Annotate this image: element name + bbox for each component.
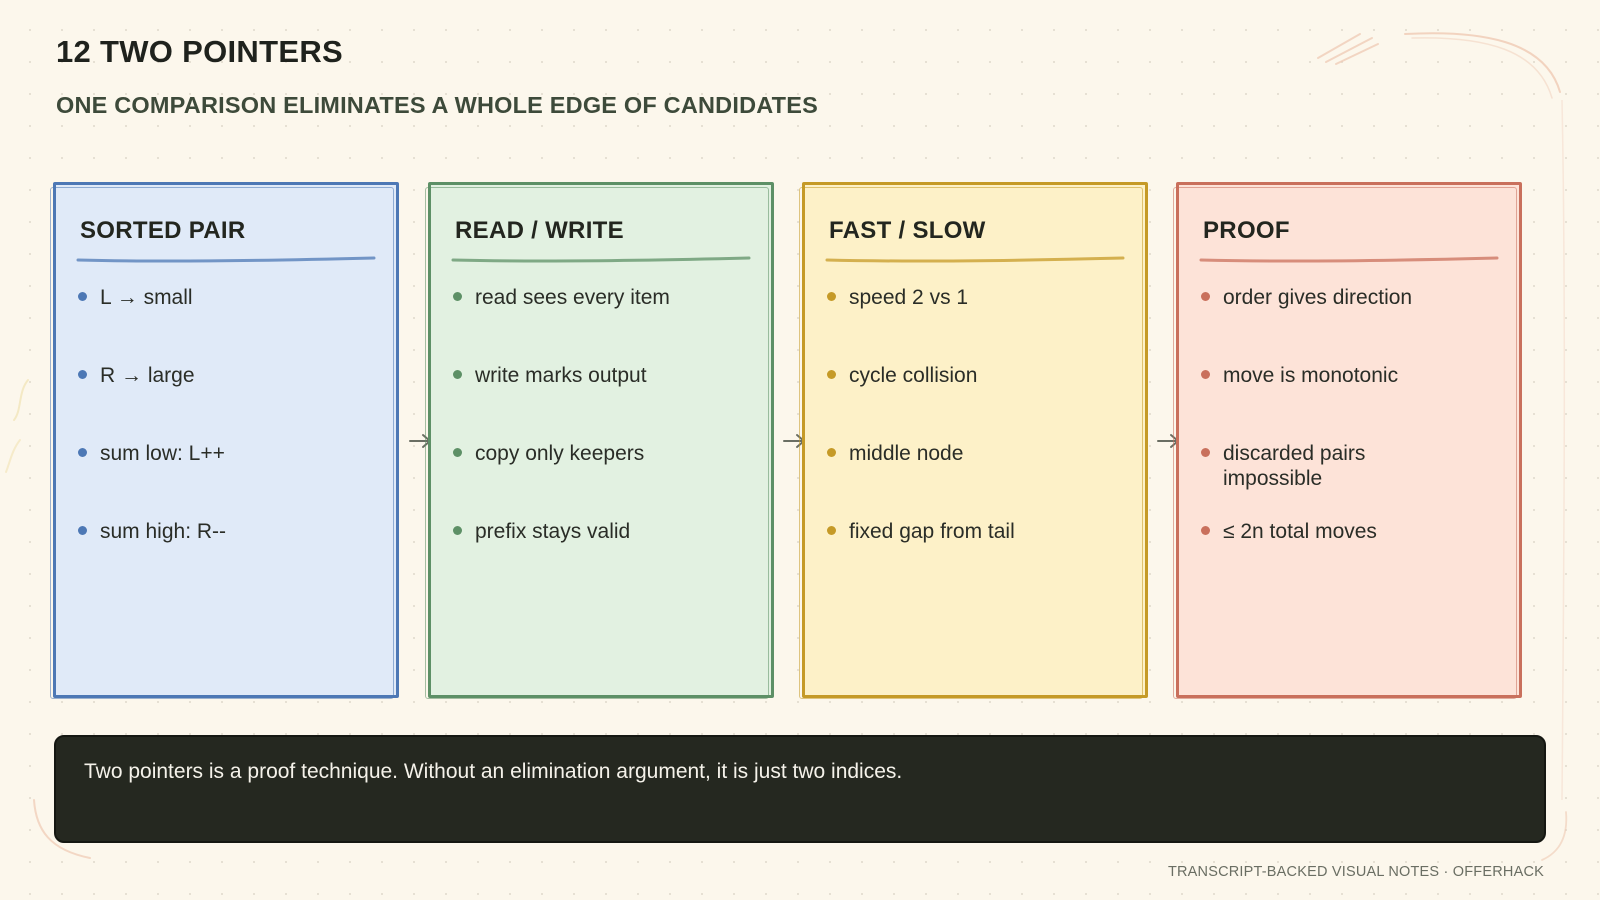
bullet-dot-icon (1201, 448, 1210, 457)
list-item (78, 519, 368, 544)
card-sorted-pair (53, 182, 399, 698)
card-title: FAST / SLOW (829, 217, 986, 244)
bullet-text: sum high: R-- (100, 520, 227, 543)
callout-text: Two pointers is a proof technique. Without an elimination argument, it is just two indices. (84, 760, 903, 783)
bullet-dot-icon (827, 526, 836, 535)
takeaway-callout (54, 735, 1546, 843)
bullet-dot-icon (1201, 292, 1210, 301)
list-item (827, 519, 1117, 544)
list-item (78, 363, 368, 388)
bullet-dot-icon (827, 370, 836, 379)
bullet-text: prefix stays valid (475, 520, 631, 543)
page-title: 12 TWO POINTERS (56, 34, 343, 69)
bullet-text: middle node (849, 442, 964, 465)
bullet-dot-icon (1201, 370, 1210, 379)
bullet-text: ≤ 2n total moves (1223, 520, 1377, 543)
bullet-text: speed 2 vs 1 (849, 286, 969, 309)
bullet-text: read sees every item (475, 286, 670, 309)
list-item (78, 441, 368, 466)
list-item (1201, 441, 1491, 491)
list-item (1201, 363, 1491, 388)
bullet-text: discarded pairs impossible (1223, 442, 1366, 490)
list-item (453, 363, 743, 388)
title-underline (825, 255, 1125, 265)
page-subtitle: ONE COMPARISON ELIMINATES A WHOLE EDGE OF CANDIDATES (56, 92, 818, 118)
title-underline (76, 255, 376, 265)
card-proof (1176, 182, 1522, 698)
bullet-text: move is monotonic (1223, 364, 1399, 387)
list-item (453, 285, 743, 310)
bullet-text: sum low: L++ (100, 442, 225, 465)
list-item (453, 441, 743, 466)
bullet-dot-icon (453, 448, 462, 457)
list-item (827, 363, 1117, 388)
card-read-write (428, 182, 774, 698)
footer-credit: TRANSCRIPT-BACKED VISUAL NOTES · OFFERHACK (1167, 864, 1544, 880)
bullet-text: write marks output (475, 364, 647, 387)
bullet-dot-icon (1201, 526, 1210, 535)
bullet-dot-icon (78, 370, 87, 379)
list-item (827, 285, 1117, 310)
bullet-dot-icon (453, 292, 462, 301)
bullet-dot-icon (453, 526, 462, 535)
bullet-dot-icon (827, 448, 836, 457)
list-item (78, 285, 368, 310)
bullet-dot-icon (78, 448, 87, 457)
title-underline (1199, 255, 1499, 265)
bullet-dot-icon (827, 292, 836, 301)
card-title: PROOF (1203, 217, 1290, 244)
bullet-dot-icon (453, 370, 462, 379)
bullet-dot-icon (78, 292, 87, 301)
card-title: SORTED PAIR (80, 217, 246, 244)
bullet-text: copy only keepers (475, 442, 645, 465)
bullet-text: R → large (100, 364, 195, 387)
bullet-text: L → small (100, 286, 193, 309)
bullet-text: order gives direction (1223, 286, 1413, 309)
bullet-text: cycle collision (849, 364, 978, 387)
list-item (1201, 285, 1491, 310)
list-item (1201, 519, 1491, 544)
card-fast-slow (802, 182, 1148, 698)
list-item (453, 519, 743, 544)
bullet-dot-icon (78, 526, 87, 535)
list-item (827, 441, 1117, 466)
card-title: READ / WRITE (455, 217, 624, 244)
bullet-text: fixed gap from tail (849, 520, 1015, 543)
title-underline (451, 255, 751, 265)
